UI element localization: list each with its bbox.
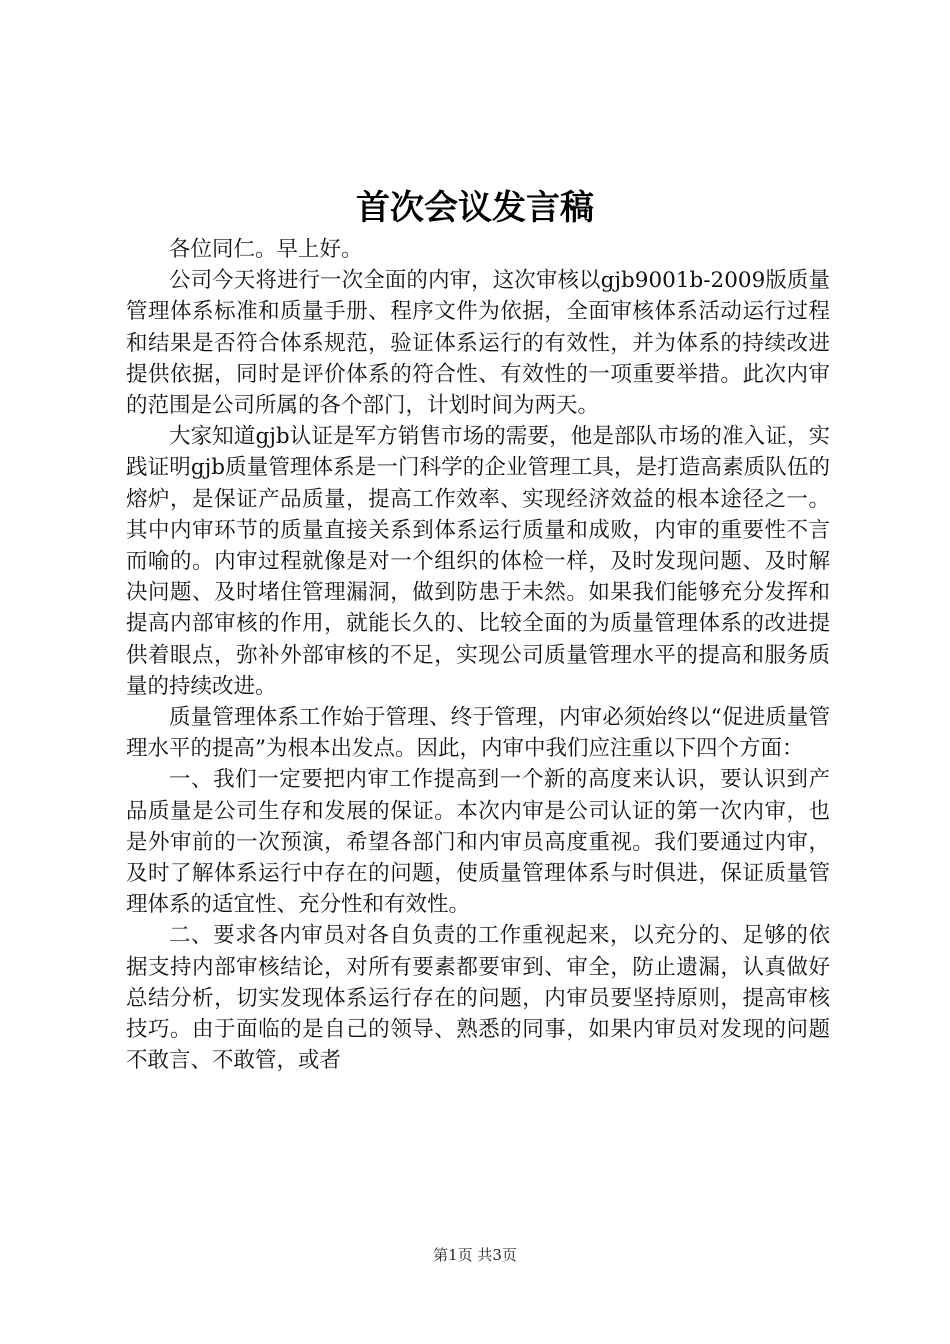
paragraph-four-aspects: 质量管理体系工作始于管理、终于管理，内审必须始终以“促进质量管理水平的提高”为根本出发点。因此，内审中我们应注重以下四个方面： (126, 705, 830, 762)
document-title: 首次会议发言稿 (356, 188, 594, 228)
paragraph-gjb-importance: 大家知道gjb认证是军方销售市场的需要，他是部队市场的准入证，实践证明gjb质量管理体系是一门科学的企业管理工具，是打造高素质队伍的熔炉，是保证产品质量，提高工作效率、实现经济效益的根本途径之一。其中内审环节的质量直接关系到体系运行质量和成败，内审的重要性不言而喻的。内审过程就像是对一个组织的体检一样，及时发现问题、及时解决问题、及时堵住管理漏洞，做到防患于未然。如果我们能够充分发挥和提高内部审核的作用，就能长久的、比较全面的为质量管理体系的改进提供着眼点，弥补外部审核的不足，实现公司质量管理水平的提高和服务质量的持续改进。 (126, 424, 830, 699)
document-body (126, 234, 830, 1076)
page-number-footer: 第1页 共3页 (433, 1246, 517, 1264)
paragraph-point-one: 一、我们一定要把内审工作提高到一个新的高度来认识，要认识到产品质量是公司生存和发展的保证。本次内审是公司认证的第一次内审，也是外审前的一次预演，希望各部门和内审员高度重视。我们要通过内审，及时了解体系运行中存在的问题，使质量管理体系与时俱进，保证质量管理体系的适宜性、充分性和有效性。 (126, 767, 830, 918)
paragraph-audit-scope: 公司今天将进行一次全面的内审，这次审核以gjb9001b-2009版质量管理体系标准和质量手册、程序文件为依据，全面审核体系活动运行过程和结果是否符合体系规范，验证体系运行的有效性，并为体系的持续改进提供依据，同时是评价体系的符合性、有效性的一项重要举措。此次内审的范围是公司所属的各个部门，计划时间为两天。 (126, 268, 830, 419)
paragraph-point-two: 二、要求各内审员对各自负责的工作重视起来，以充分的、足够的依据支持内部审核结论，对所有要素都要审到、审全，防止遗漏，认真做好总结分析，切实发现体系运行存在的问题，内审员要坚持原则，提高审核技巧。由于面临的是自己的领导、熟悉的同事，如果内审员对发现的问题不敢言、不敢管，或者 (126, 923, 830, 1074)
paragraph-greeting: 各位同仁。早上好。 (169, 237, 363, 262)
